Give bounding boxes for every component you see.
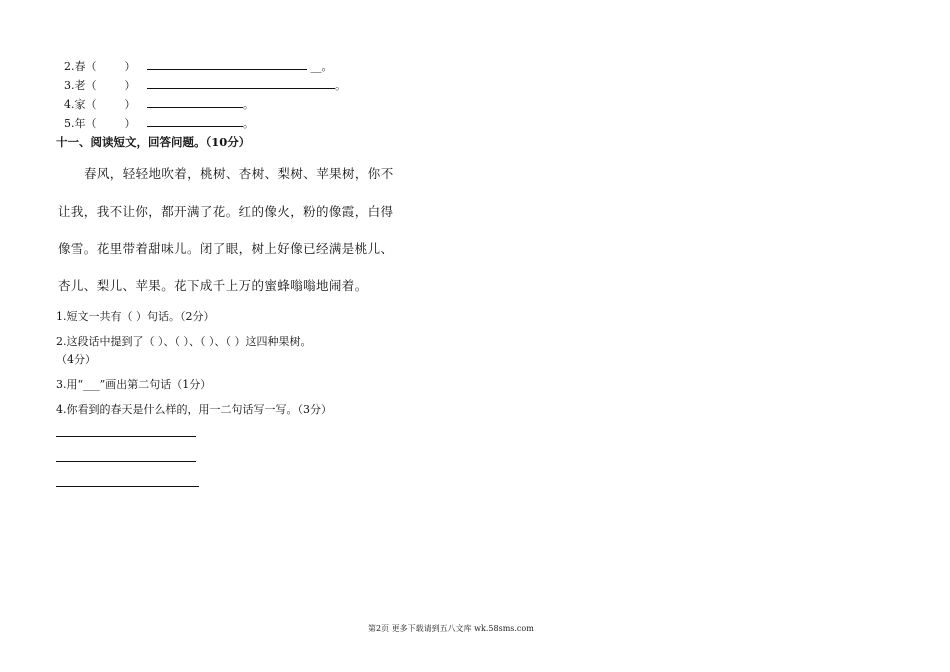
- fill-item-5: [64, 115, 254, 131]
- fill-item-4-suffix: 。: [243, 98, 254, 111]
- question-2-points: （4分）: [56, 353, 96, 366]
- passage-line-1: 春风，轻轻地吹着，桃树、杏树、梨树、苹果树，你不: [84, 166, 394, 181]
- fill-item-4: [64, 96, 254, 112]
- fill-item-2-suffix: __。: [307, 60, 333, 73]
- question-3: [56, 376, 211, 392]
- question-1: 1.短文一共有（ ）句话。（2分）: [56, 310, 215, 323]
- passage-line-2: 让我，我不让你，都开满了花。红的像火，粉的像霞，白得: [58, 204, 394, 219]
- fill-item-3: [64, 77, 346, 93]
- fill-item-3-paren-close: ）: [124, 79, 136, 92]
- fill-item-4-blank[interactable]: [147, 97, 243, 108]
- fill-item-3-suffix: 。: [335, 79, 346, 92]
- fill-item-4-paren-close: ）: [124, 98, 136, 111]
- question-2: 2.这段话中提到了（ ）、（ ）、（ ）、（ ）这四种果树。: [56, 335, 312, 348]
- fill-item-5-paren-close: ）: [124, 117, 136, 130]
- question-4: 4.你看到的春天是什么样的，用一二句话写一写。（3分）: [56, 403, 332, 416]
- fill-item-2-prefix: 2.春（: [64, 60, 97, 73]
- fill-item-2-paren-close: ）: [124, 60, 136, 73]
- fill-item-3-prefix: 3.老（: [64, 79, 97, 92]
- fill-item-5-prefix: 5.年（: [64, 117, 97, 130]
- fill-item-2-blank[interactable]: [147, 59, 307, 70]
- question-3-part-1: 3.用“: [56, 378, 84, 391]
- section-heading: 十一、阅读短文，回答问题。（10分）: [56, 135, 251, 149]
- fill-item-2: [64, 58, 333, 74]
- page-footer: 第2页 更多下载请到五八文库 wk.58sms.com: [368, 624, 534, 633]
- answer-line-3[interactable]: [56, 486, 199, 487]
- question-3-part-2: ”画出第二句话（1分）: [99, 378, 212, 391]
- answer-line-1[interactable]: [56, 436, 196, 437]
- passage-line-3: 像雪。花里带着甜味儿。闭了眼，树上好像已经满是桃儿、: [58, 241, 394, 256]
- fill-item-3-blank[interactable]: [147, 78, 335, 89]
- fill-item-4-prefix: 4.家（: [64, 98, 97, 111]
- fill-item-5-blank[interactable]: [147, 116, 243, 127]
- answer-line-2[interactable]: [56, 461, 196, 462]
- passage-line-4: 杏儿、梨儿、苹果。花下成千上万的蜜蜂嗡嗡地闹着。: [58, 278, 368, 293]
- fill-item-5-suffix: 。: [243, 117, 254, 130]
- question-3-blank: ___: [83, 378, 100, 391]
